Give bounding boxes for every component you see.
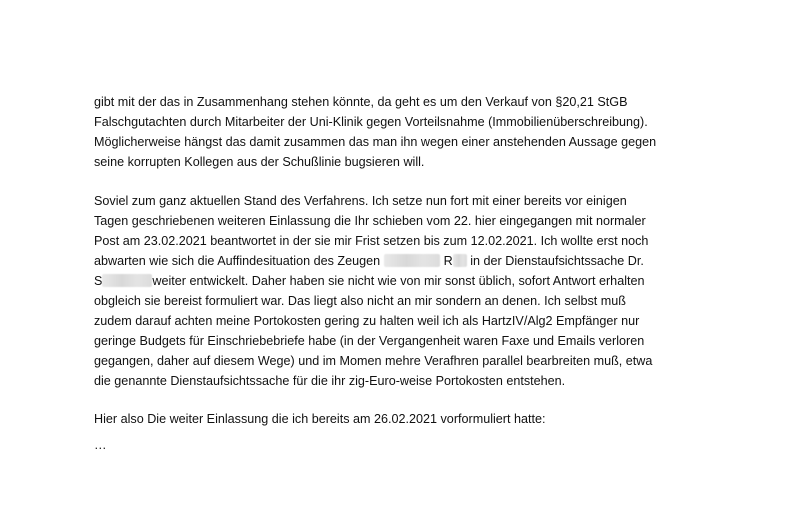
paragraph-2-line-1: Soviel zum ganz aktuellen Stand des Verfahrens. Ich setze nun fort mit einer bereits vor einigen (94, 194, 627, 208)
paragraph-3: Hier also Die weiter Einlassung die ich bereits am 26.02.2021 vorformuliert hatte: (94, 412, 546, 426)
paragraph-1-line-2: Falschgutachten durch Mitarbeiter der Uni-Klinik gegen Vorteilsnahme (Immobilienüberschreibung). (94, 115, 648, 129)
redacted-name-block (453, 254, 467, 267)
paragraph-2-line-9: gegangen, daher auf diesem Wege) und im Momen mehre Verafhren parallel bearbreiten muß, etwa (94, 354, 653, 368)
paragraph-2-line-10: die genannte Dienstaufsichtssache für die ihr zig-Euro-weise Portokosten entstehen. (94, 374, 566, 388)
paragraph-1-line-1: gibt mit der das in Zusammenhang stehen könnte, da geht es um den Verkauf von §20,21 StGB (94, 95, 628, 109)
paragraph-2-line-4 (94, 253, 644, 269)
paragraph-1-line-3: Möglicherweise hängst das damit zusammen das man ihn wegen einer anstehenden Aussage gegen (94, 135, 657, 149)
paragraph-2-line-8: geringe Budgets für Einschriebebriefe habe (in der Vergangenheit waren Faxe und Emails verloren (94, 334, 645, 348)
paragraph-2-line-2: Tagen geschriebenen weiteren Einlassung die Ihr schieben vom 22. hier eingegangen mit normaler (94, 214, 646, 228)
redacted-name-block (102, 274, 152, 287)
line-4-text-start: abwarten wie sich die Auffindesituation des Zeugen (94, 254, 381, 268)
line-4-initial: R (443, 254, 453, 268)
paragraph-2-line-3: Post am 23.02.2021 beantwortet in der sie mir Frist setzen bis zum 12.02.2021. Ich wollte erst noch (94, 234, 649, 248)
paragraph-1-line-4: seine korrupten Kollegen aus der Schußlinie bugsieren will. (94, 155, 425, 169)
line-4-text-end: in der Dienstaufsichtssache Dr. (470, 254, 644, 268)
line-5-text: weiter entwickelt. Daher haben sie nicht wie von mir sonst üblich, sofort Antwort erhalten (152, 274, 645, 288)
redacted-name-block (384, 254, 440, 267)
line-5-initial: S (94, 274, 103, 288)
paragraph-2-line-7: zudem darauf achten meine Portokosten gering zu halten weil ich als HartzIV/Alg2 Empfänger nur (94, 314, 640, 328)
paragraph-2-line-6: obgleich sie bereist formuliert war. Das liegt also nicht an mir sondern an denen. Ich selbst muß (94, 294, 626, 308)
ellipsis: … (94, 438, 107, 452)
paragraph-2-line-5 (94, 273, 645, 289)
